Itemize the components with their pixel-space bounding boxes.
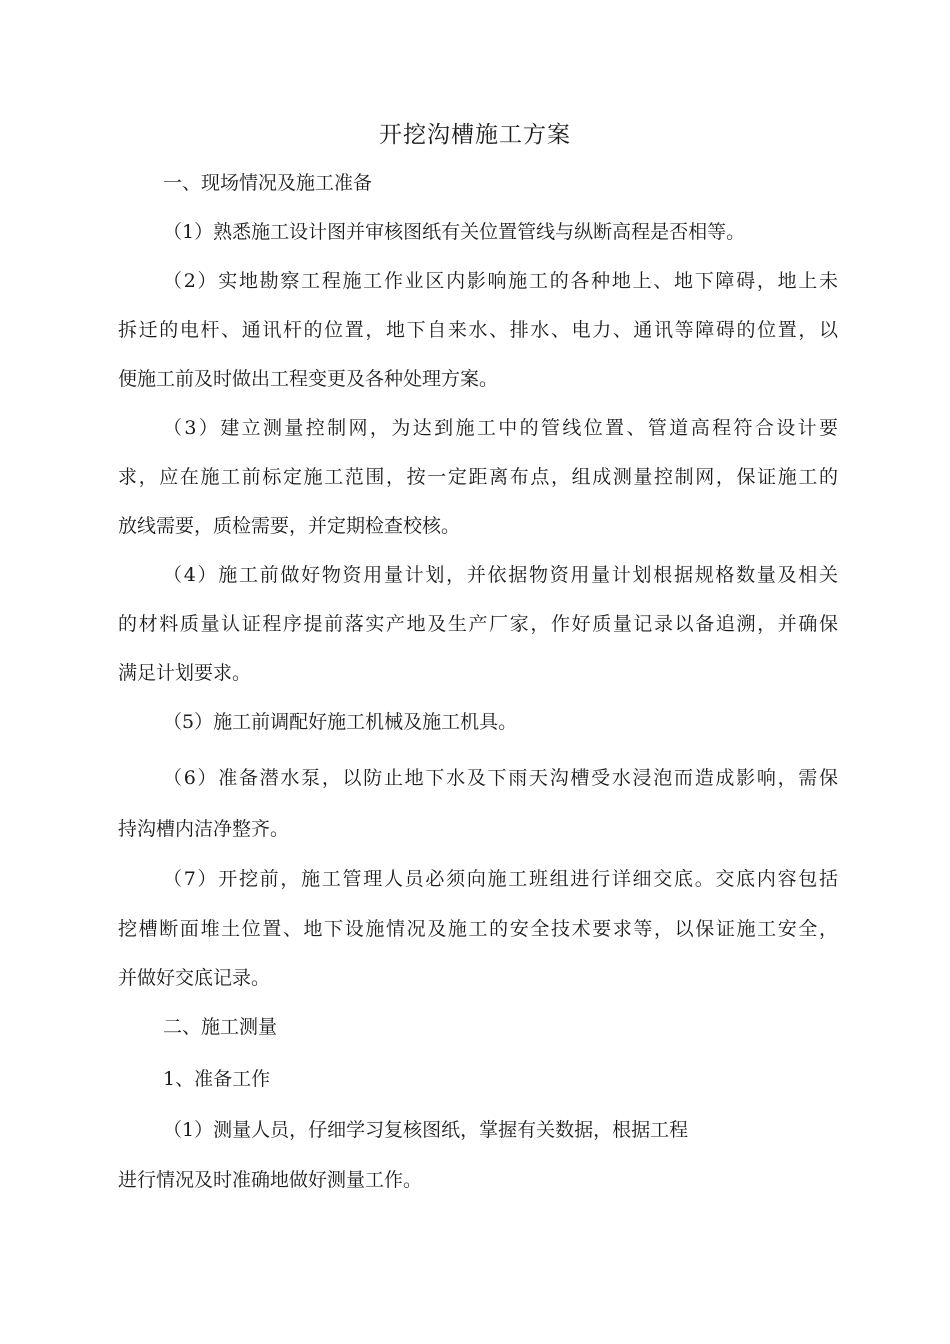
subsection-heading: 1、准备工作 xyxy=(163,1068,271,1090)
paragraph-line: 进行情况及时准确地做好测量工作。 xyxy=(118,1169,423,1191)
paragraph-line: 持沟槽内洁净整齐。 xyxy=(118,818,290,840)
paragraph-line: 满足计划要求。 xyxy=(118,662,252,684)
paragraph-line: 便施工前及时做出工程变更及各种处理方案。 xyxy=(118,368,499,390)
paragraph-line: （1）熟悉施工设计图并审核图纸有关位置管线与纵断高程是否相等。 xyxy=(163,221,746,243)
paragraph-line: （1）测量人员，仔细学习复核图纸，掌握有关数据，根据工程 xyxy=(163,1119,689,1141)
paragraph-line: 求，应在施工前标定施工范围，按一定距离布点，组成测量控制网，保证施工的 xyxy=(118,466,838,488)
section-heading-1: 一、现场情况及施工准备 xyxy=(163,172,373,194)
paragraph-line: 挖槽断面堆土位置、地下设施情况及施工的安全技术要求等，以保证施工安全， xyxy=(118,918,838,940)
paragraph-line: 拆迁的电杆、通讯杆的位置，地下自来水、排水、电力、通讯等障碍的位置，以 xyxy=(118,319,838,341)
paragraph-line: 的材料质量认证程序提前落实产地及生产厂家，作好质量记录以备追溯，并确保 xyxy=(118,613,838,635)
paragraph-line: （4）施工前做好物资用量计划，并依据物资用量计划根据规格数量及相关 xyxy=(163,564,838,586)
paragraph-line: （2）实地勘察工程施工作业区内影响施工的各种地上、地下障碍，地上未 xyxy=(163,270,838,292)
paragraph-line: （5）施工前调配好施工机械及施工机具。 xyxy=(163,711,518,733)
document-title: 开挖沟槽施工方案 xyxy=(379,122,571,148)
paragraph-line: （7）开挖前，施工管理人员必须向施工班组进行详细交底。交底内容包括 xyxy=(163,868,838,890)
paragraph-line: （6）准备潜水泵，以防止地下水及下雨天沟槽受水浸泡而造成影响，需保 xyxy=(163,767,838,789)
paragraph-line: （3）建立测量控制网，为达到施工中的管线位置、管道高程符合设计要 xyxy=(163,417,838,439)
paragraph-line: 并做好交底记录。 xyxy=(118,967,271,989)
paragraph-line: 放线需要，质检需要，并定期检查校核。 xyxy=(118,515,461,537)
section-heading-2: 二、施工测量 xyxy=(163,1016,278,1038)
